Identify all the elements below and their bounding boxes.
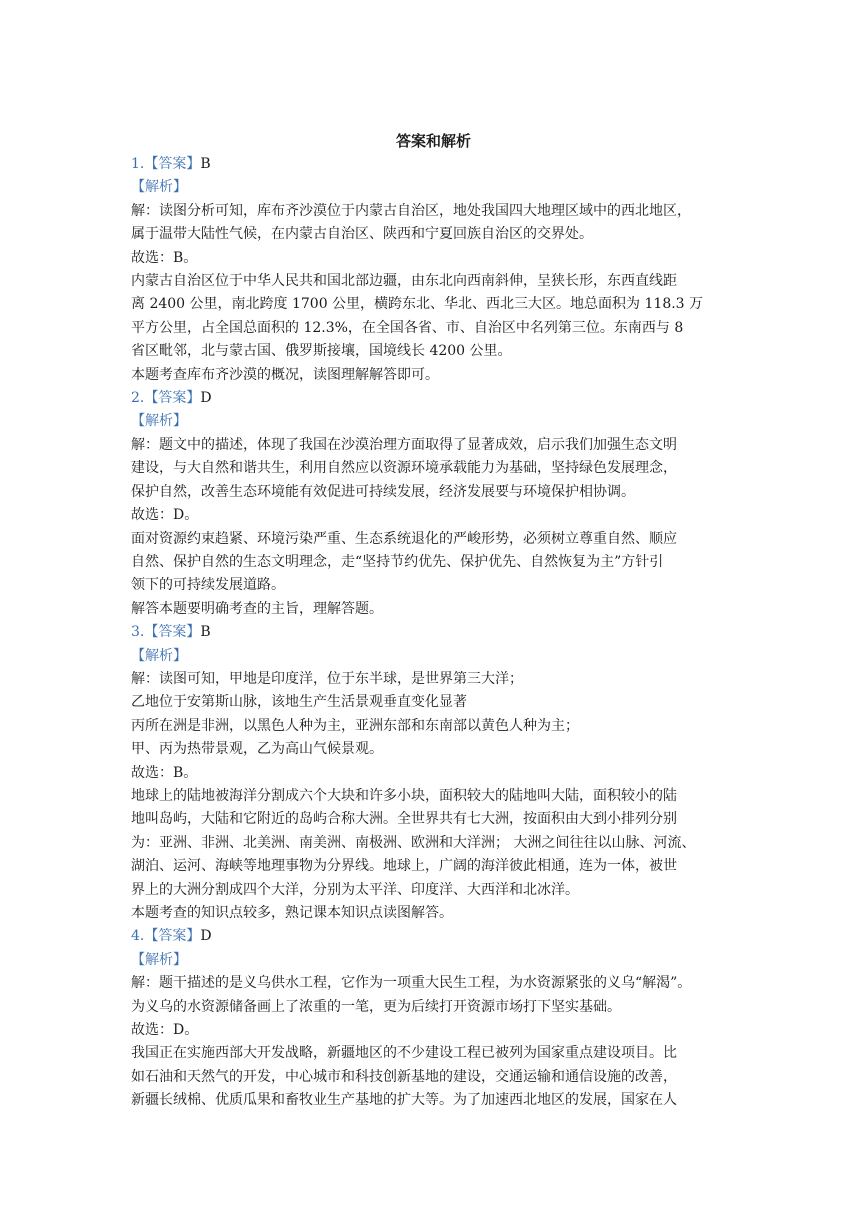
text-line: 本题考查库布齐沙漠的概况，读图理解解答即可。 [131, 366, 439, 383]
text-line: 地叫岛屿，大陆和它附近的岛屿合称大洲。全世界共有七大洲，按面积由大到小排列分别 [131, 811, 677, 828]
explain-tag: 【解析】 [131, 413, 187, 430]
answer-line [131, 925, 736, 948]
text-line: 离 2400 公里，南北跨度 1700 公里，横跨东北、华北、西北三大区。地总面积为 118.3 万 [131, 296, 704, 313]
answer-letter: D [200, 928, 212, 945]
text-line: 新疆长绒棉、优质瓜果和畜牧业生产基地的扩大等。为了加速西北地区的发展，国家在人 [131, 1092, 677, 1109]
text-line: 湖泊、运河、海峡等地理事物为分界线。地球上，广阔的海洋彼此相通，连为一体，被世 [131, 858, 677, 875]
answer-line [131, 621, 736, 644]
text-line: 建设，与大自然和谐共生，利用自然应以资源环境承载能力为基础，坚持绿色发展理念， [131, 460, 677, 477]
answer-line [131, 387, 736, 410]
text-line: 故选：D。 [131, 507, 199, 524]
text-line: 解：题文中的描述，体现了我国在沙漠治理方面取得了显著成效，启示我们加强生态文明 [131, 436, 677, 453]
text-line: 内蒙古自治区位于中华人民共和国北部边疆，由东北向西南斜伸，呈狭长形，东西直线距 [131, 273, 677, 290]
answer-document [131, 129, 736, 1113]
text-line: 故选：B。 [131, 764, 198, 781]
text-line: 省区毗邻，北与蒙古国、俄罗斯接壤，国境线长 4200 公里。 [131, 343, 512, 360]
text-line: 界上的大洲分割成四个大洋，分别为太平洋、印度洋、大西洋和北冰洋。 [131, 881, 579, 898]
text-line: 为：亚洲、非洲、北美洲、南美洲、南极洲、欧洲和大洋洲； 大洲之间往往以山脉、河流、 [131, 834, 696, 851]
text-line: 平方公里，占全国总面积的 12.3%，在全国各省、市、自治区中名列第三位。东南西与 8 [131, 319, 684, 336]
question-1 [131, 153, 736, 387]
text-line: 地球上的陆地被海洋分割成六个大块和许多小块，面积较大的陆地叫大陆，面积较小的陆 [131, 787, 677, 804]
text-line: 本题考查的知识点较多，熟记课本知识点读图解答。 [131, 905, 453, 921]
explain-tag: 【解析】 [131, 951, 187, 968]
question-number: 1. [131, 156, 145, 172]
answer-letter: D [200, 390, 212, 407]
question-number: 2. [131, 390, 145, 407]
text-line: 我国正在实施西部大开发战略，新疆地区的不少建设工程已被列为国家重点建设项目。比 [131, 1045, 677, 1062]
text-line: 解：题干描述的是义乌供水工程，它作为一项重大民生工程，为水资源紧张的义乌“解渴”。 [131, 975, 692, 992]
text-line: 乙地位于安第斯山脉，该地生产生活景观垂直变化显著 [131, 694, 467, 711]
question-number: 4. [131, 928, 145, 945]
text-line: 故选：D。 [131, 1022, 199, 1039]
text-line: 面对资源约束趋紧、环境污染严重、生态系统退化的严峻形势，必须树立尊重自然、顺应 [131, 530, 677, 547]
question-number: 3. [131, 624, 145, 641]
answer-tag: 【答案】 [144, 390, 201, 407]
text-line: 丙所在洲是非洲，以黑色人种为主，亚洲东部和东南部以黄色人种为主； [131, 717, 579, 734]
text-line: 属于温带大陆性气候，在内蒙古自治区、陕西和宁夏回族自治区的交界处。 [131, 226, 593, 243]
text-line: 为义乌的水资源储备画上了浓重的一笔，更为后续打开资源市场打下坚实基础。 [131, 998, 621, 1015]
question-4 [131, 925, 736, 1112]
explain-tag: 【解析】 [131, 647, 187, 664]
text-line: 保护自然，改善生态环境能有效促进可持续发展，经济发展要与环境保护相协调。 [131, 483, 635, 500]
answer-letter: B [200, 624, 211, 641]
text-line: 甲、丙为热带景观，乙为高山气候景观。 [131, 741, 383, 758]
question-3 [131, 621, 736, 925]
answer-tag: 【答案】 [144, 624, 201, 641]
page-title: 答案和解析 [395, 132, 471, 150]
text-line: 如石油和天然气的开发，中心城市和科技创新基地的建设，交通运输和通信设施的改善， [131, 1068, 677, 1085]
answer-line [131, 153, 736, 176]
text-line: 故选：B。 [131, 249, 198, 266]
question-2 [131, 387, 736, 621]
answer-tag: 【答案】 [144, 928, 201, 945]
answer-tag: 【答案】 [144, 156, 201, 172]
text-line: 领下的可持续发展道路。 [131, 577, 285, 594]
text-line: 解：读图分析可知，库布齐沙漠位于内蒙古自治区，地处我国四大地理区域中的西北地区， [131, 202, 691, 219]
explain-tag: 【解析】 [131, 179, 187, 196]
text-line: 解答本题要明确考查的主旨，理解答题。 [131, 600, 383, 617]
answer-letter: B [200, 156, 211, 172]
text-line: 解：读图可知，甲地是印度洋，位于东半球，是世界第三大洋； [131, 670, 523, 687]
text-line: 自然、保护自然的生态文明理念，走“坚持节约优先、保护优先、自然恢复为主”方针引 [131, 553, 664, 570]
